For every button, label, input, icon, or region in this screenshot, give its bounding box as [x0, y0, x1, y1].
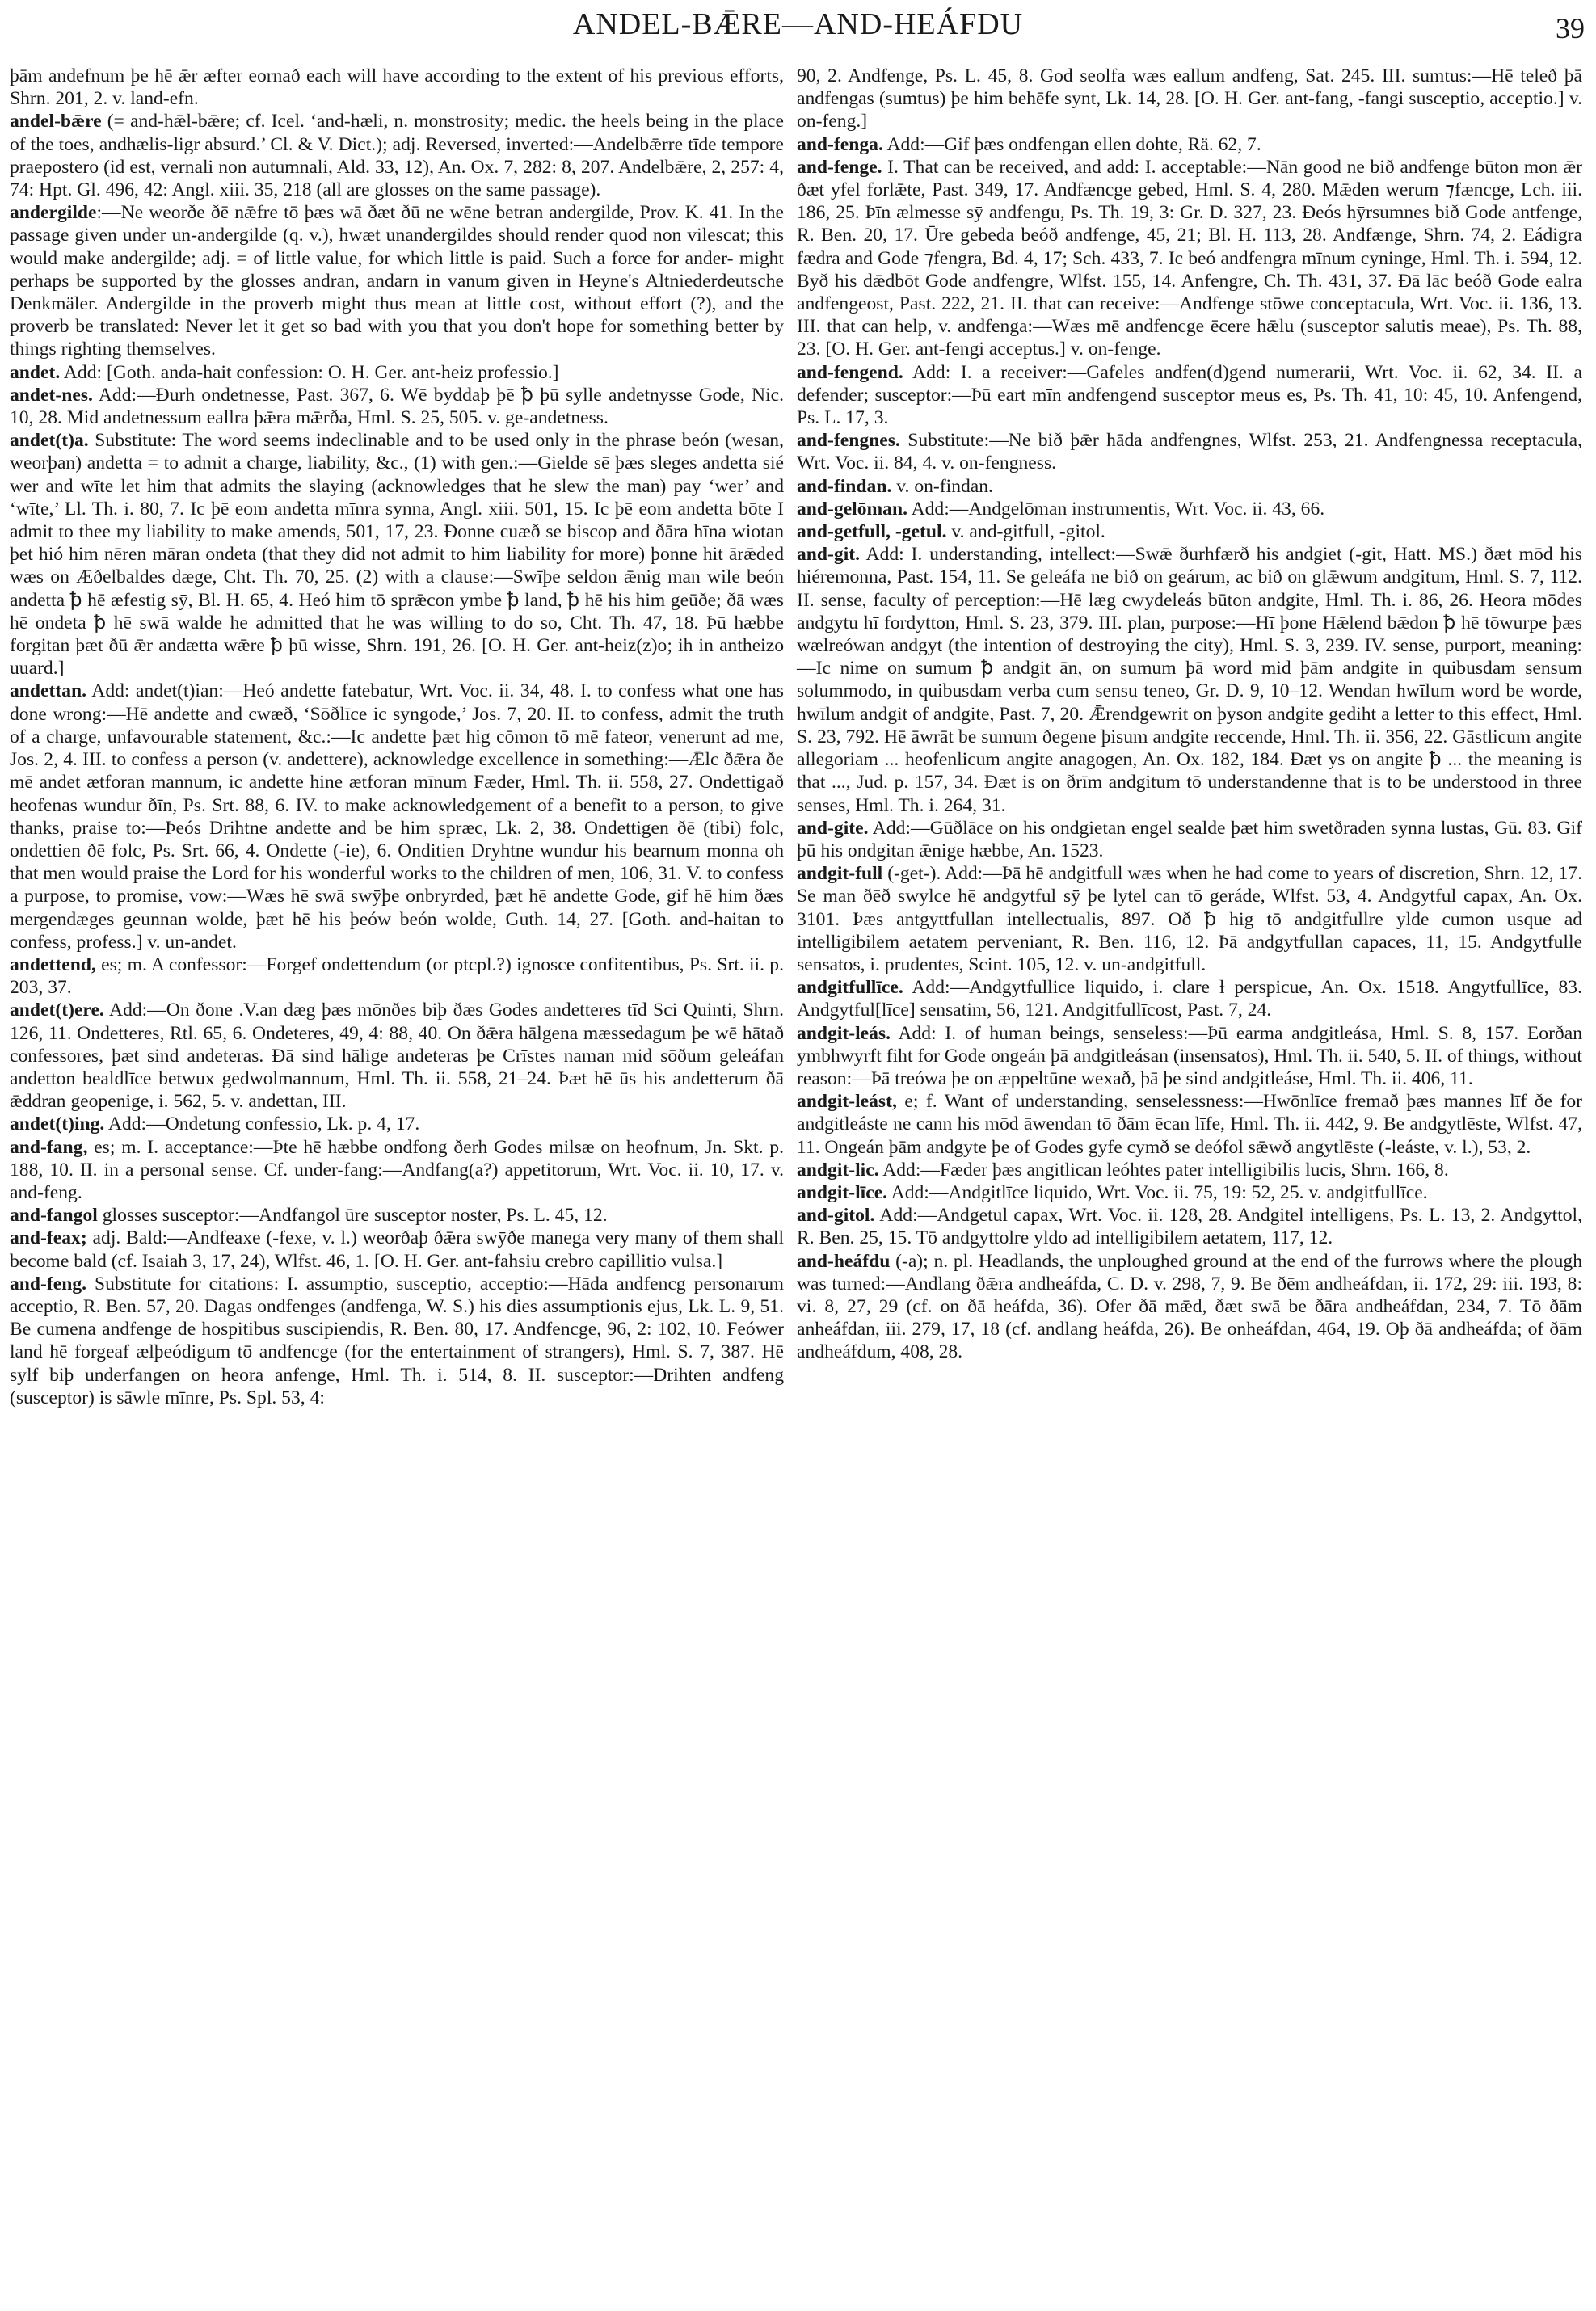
entry-text: es; m. I. acceptance:—Þte hē hæbbe ondfong ðerh Godes milsæ on heofnum, Jn. Skt. p. 188, 10. II. in a personal sense. Cf. under-fang:—Andfang(a?) appetitorum, Wrt. Voc. ii. 10, 17. v. and-feng. [10, 1136, 784, 1203]
headword: andet(t)ing. [10, 1113, 105, 1135]
headword: andet(t)a. [10, 430, 89, 452]
entry-text: v. on-findan. [891, 475, 993, 497]
dictionary-entry [797, 133, 1582, 156]
headword: andgit-lic. [797, 1159, 879, 1181]
dictionary-entry [10, 1204, 784, 1227]
entry-text: e; f. Want of understanding, senselessness:—Hwōnlīce fremað þæs mannes līf ðe for andgitleáste ne cann his mōd āwendan tō ðām ēcan līfe, Hml. Th. ii. 442, 9. Be andgytlēste, Wlfst. 47, 11. Ongeán þām andgyte þe of Godes gyfe cymð se deófol sǣwð angytlēste (-leáste, v. l.), 53, 2. [797, 1091, 1582, 1158]
dictionary-entry [797, 976, 1582, 1021]
headword: and-fang, [10, 1136, 88, 1158]
headword: andgit-leás. [797, 1022, 891, 1044]
headword: andet(t)ere. [10, 1000, 104, 1021]
entry-text: Add:—Gif þæs ondfengan ellen dohte, Rä. 62, 7. [882, 133, 1261, 155]
headword: andgit-full [797, 863, 883, 885]
entry-text: glosses susceptor:—Andfangol ūre susceptor noster, Ps. L. 45, 12. [97, 1205, 608, 1227]
dictionary-entry [10, 680, 784, 953]
headword: and-fangol [10, 1205, 98, 1227]
headword: andet. [10, 361, 61, 383]
dictionary-entry [10, 1227, 784, 1272]
dictionary-entry [797, 1204, 1582, 1249]
headword: and-heáfdu [797, 1250, 891, 1272]
entry-text: (-a); n. pl. Headlands, the unploughed ground at the end of the furrows where the plough was turned:—Andlang ðǣra andheáfda, C. D. v. 298, 7, 9. Be ðēm andheáfdan, ii. 172, 29: iii. 193, 8: vi. 8, 27, 29 (cf. on ðā heáfda, 36). Ofer ðā mǣd, ðæt swā be ðāra andheáfdan, 234, 7. Tō ðām anheáfdan, iii. 279, 17, 18 (cf. andlang heáfda, 26). Be onheáfdan, 464, 19. Oþ ðā andheáfda; of ðām andheáfdum, 408, 28. [797, 1250, 1582, 1363]
dictionary-entry [10, 110, 784, 201]
left-column [10, 65, 784, 1409]
headword: andgitfullīce. [797, 977, 903, 999]
headword: andergilde [10, 202, 97, 224]
headword: andet-nes. [10, 384, 93, 406]
entry-text: Add: andet(t)ian:—Heó andette fatebatur, Wrt. Voc. ii. 34, 48. I. to confess what one has done wrong:—Hē andette and cwæð, ‘Sōðlīce ic syngode,’ Jos. 7, 20. II. to confess, admit the truth of a charge, unfavourable statement, &c.:—Ic andette þæt hig cōmon tō mē fateor, venerunt ad me, Jos. 2, 4. III. to confess a person (v. andettere), acknowledge excellence in something:—Ǣlc ðǣra ðe mē andet ætforan mannum, ic andette hine ætforan mīnum Fæder, Hml. Th. ii. 558, 27. Ondettigað heofenas wundur ðīn, Ps. Srt. 88, 6. IV. to make acknowledgement of a benefit to a person, to give thanks, praise to:—Þeós Drihtne andette and be him spræc, Lk. 2, 38. Ondettigen ðē (tibi) folc, ondettien ðē folc, Ps. Srt. 66, 4. Ondette (-ie), 6. Onditien Dryhtne wundur his bearnum monna oh that men would praise the Lord for his wonderful works to the children of men, 106, 31. V. to confess a purpose, to promise, vow:—Wæs hē swā swȳþe onbryrded, þæt hē andette Gode, gif hē him ðæs mergendæges geunnan wolde, þæt hē his þeów beón wolde, Guth. 14, 27. [Goth. and-haitan to confess, profess.] v. un-andet. [10, 680, 784, 953]
entry-text: Add:—Fæder þæs angitlican leóhtes pater intelligibilis lucis, Shrn. 166, 8. [878, 1159, 1449, 1181]
entry-text: (-get-). Add:—Þā hē andgitfull wæs when he had come to years of discretion, Shrn. 12, 17. Se man ðēð swylce hē andgytful sȳ þe lytel can tō geráde, Wlfst. 53, 4. Andgytful capax, An. Ox. 3101. Þæs antgyttfullan intellectualis, 897. Oð ꝥ hig tō andgitfullre ylde cumon usque ad intelligibilem aetatem perveniant, R. Ben. 116, 12. Þā andgytfullan capaces, 11, 15. Andgytfulle sensatos, i. prudentes, Scint. 105, 12. v. un-andgitfull. [797, 863, 1582, 975]
dictionary-entry [797, 475, 1582, 498]
headword: and-gite. [797, 817, 869, 839]
headword: and-fengend. [797, 361, 903, 383]
dictionary-entry [797, 1181, 1582, 1204]
dictionary-entry [10, 384, 784, 429]
entry-text: Add: I. understanding, intellect:—Swǣ ðurhfærð his andgiet (-git, Hatt. MS.) ðæt mōd his hiéremonna, Past. 154, 11. Se geleáfa ne bið on geárum, ac bið on glǣwum andgitum, Hml. S. 7, 112. II. sense, faculty of perception:—Hē læg cwydeleás būton andgite, Hml. Th. i. 86, 26. Heora mōdes andgytu hī fordytton, Hml. S. 23, 379. III. plan, purpose:—Hī þone Hǣlend bǣdon ꝥ hē tōwurpe þæs wælreówan andgyt (the intention of destroying the city), Hml. S. 3, 239. IV. sense, purport, meaning:—Ic nime on sumum ꝥ andgit ān, on sumum þā word mid þām andgite in quibusdam sensum solummodo, in quibusdam verba cum sensu teneo, Gr. D. 9, 10–12. Wendan hwīlum word be worde, hwīlum andgit of andgite, Past. 7, 20. Ǣrendgewrit on þyson andgite gediht a letter to this effect, Hml. S. 23, 792. Hē āwrāt be sumum ðegene þisum andgite reccende, Hml. Th. ii. 356, 22. Gāstlicum angite allegoriam ... heofenlicum angite anagogen, An. Ox. 182, 184. Ðæt ys on angite ꝥ ... the meaning is that ..., Jud. p. 157, 34. Ðæt is on ðrīm andgitum tō understandenne that is to be understood in three senses, Hml. Th. i. 264, 31. [797, 544, 1582, 816]
dictionary-entry [10, 201, 784, 360]
dictionary-entry [10, 1273, 784, 1409]
headword: andgit-leást, [797, 1091, 897, 1113]
dictionary-entry [797, 156, 1582, 361]
entry-text: (= and-hǣl-bǣre; cf. Icel. ‘and-hæli, n. monstrosity; medic. the heels being in the place of the toes, andhælis-ligr absurd.’ Cl. & V. Dict.); adj. Reversed, inverted:—Andelbǣrre tīde tempore praepostero (id est, vernali non autumnali, Ald. 33, 12), An. Ox. 7, 282: 8, 207. Andelbǣre, 2, 257: 4, 74: Hpt. Gl. 496, 42: Angl. xiii. 35, 218 (all are glosses on the same passage). [10, 111, 784, 201]
dictionary-entry [10, 429, 784, 680]
dictionary-entry [797, 862, 1582, 976]
dictionary-entry [10, 65, 784, 110]
headword: and-fenga. [797, 133, 883, 155]
entry-text: Add:—Andgytfullice liquido, i. clare ɫ perspicue, An. Ox. 1518. Angytfullīce, 83. Andgytful[līce] sensatim, 56, 121. Andgitfullīcost, Past. 7, 24. [797, 977, 1582, 1021]
headword: and-gelōman. [797, 498, 907, 520]
dictionary-entry [10, 361, 784, 384]
entry-text: adj. Bald:—Andfeaxe (-fexe, v. l.) weorðaþ ðǣra swȳðe manega very many of them shall become bald (cf. Isaiah 3, 17, 24), Wlfst. 46, 1. [O. H. Ger. ant-fahsiu crebro capillitio vulsa.] [10, 1227, 784, 1272]
dictionary-entry [797, 429, 1582, 474]
entry-text: Add: I. a receiver:—Gafeles andfen(d)gend numerarii, Wrt. Voc. ii. 62, 34. II. a defender; susceptor:—Þū eart mīn andfengend susceptor meus es, Ps. Th. 41, 10: 45, 10. Anfengend, Ps. L. 17, 3. [797, 361, 1582, 429]
entry-text: Add:—On ðone .V.an dæg þæs mōnðes biþ ðæs Godes andetteres tīd Sci Quinti, Shrn. 126, 11. Ondetteres, Rtl. 65, 6. Ondeteres, 49, 4: 88, 40. On ðǣra hālgena mæssedagum þe wē hātað confessores, þæt sind andeteras. Ðā sind hālige andeteras þe Crīstes naman mid sōðum geleáfan andetton bealdlīce betwux gedwolmannum, Hml. Th. ii. 558, 21–24. Þæt hē ūs his andetterum ðā ǣddran geopenige, i. 562, 5. v. andettan, III. [10, 1000, 784, 1113]
headword: andettend, [10, 953, 96, 975]
headword: and-git. [797, 544, 861, 566]
entry-text: Substitute: The word seems indeclinable and to be used only in the phrase beón (wesan, weorþan) andetta = to admit a charge, liability, &c., (1) with gen.:—Gielde sē þæs sleges andetta sié wer and wīte let him that admits the slaying (acknowledges that he slew the man) pay ‘wer’ and ‘wīte,’ Ll. Th. i. 80, 7. Ic þē eom andetta mīnra synna, Angl. xiii. 501, 15. Ic þē eom andetta bōte I admit to thee my liability to make amends, 501, 17, 23. Ðonne cuæð se biscop and ðāra hīna wiotan þet hió him nēren māran ondeta (that they did not admit to him liability for more) þonne hit ārǣded wæs on Æðelbaldes dæge, Cht. Th. 70, 25. (2) with a clause:—Swīþe seldon ǣnig man wile beón andetta ꝥ hē æfestig sȳ, Bl. H. 65, 4. Heó him tō sprǣcon ymbe ꝥ land, ꝥ hē his him geūðe; ðā wæs hē ondeta ꝥ hē swā walde he admitted that he was willing to do so, Cht. Th. 47, 18. Þū hæbbe forgitan þæt ðū ǣr andætta wǣre ꝥ þū wisse, Shrn. 191, 26. [O. H. Ger. ant-heiz(z)o; ih in antheizo uuard.] [10, 430, 784, 680]
dictionary-entry [797, 543, 1582, 816]
entry-text: Add:—Andgetul capax, Wrt. Voc. ii. 128, 28. Andgitel intelligens, Ps. L. 13, 2. Andgyttol, R. Ben. 25, 15. Tō andgyttolre yldo ad intelligibilem aetatem, 117, 12. [797, 1205, 1582, 1249]
right-column [797, 65, 1582, 1364]
dictionary-entry [797, 1159, 1582, 1181]
entry-text: es; m. A confessor:—Forgef ondettendum (or ptcpl.?) ignosce confitentibus, Ps. Srt. ii. p. 203, 37. [10, 953, 784, 999]
dictionary-entry [797, 1250, 1582, 1364]
entry-text: v. and-gitfull, -gitol. [946, 521, 1105, 543]
headword: and-gitol. [797, 1205, 875, 1227]
entry-text: 90, 2. Andfenge, Ps. L. 45, 8. God seolfa wæs eallum andfeng, Sat. 245. III. sumtus:—Hē teleð þā andfengas (sumtus) þe him behēfe synt, Lk. 14, 28. [O. H. Ger. ant-fang, -fangi susceptio, acceptio.] v. on-feng.] [797, 65, 1582, 133]
entry-text: Substitute for citations: I. assumptio, susceptio, acceptio:—Hāda andfencg personarum acceptio, R. Ben. 57, 20. Dagas ondfenges (andfenga, W. S.) his dies assumptionis ejus, Lk. L. 9, 51. Be cumena andfenge de hospitibus suscipiendis, R. Ben. 80, 17. Andfencge, 96, 2: 102, 10. Feówer land hē forgeaf ælþeódigum tō andfencge (for the entertainment of strangers), Hml. S. 7, 387. Hē sylf biþ underfangen on heora anfenge, Hml. Th. i. 514, 8. II. susceptor:—Drihten andfeng (susceptor) is sāwle mīnre, Ps. Spl. 53, 4: [10, 1273, 784, 1408]
dictionary-entry [10, 1136, 784, 1205]
headword: and-findan. [797, 475, 892, 497]
headword: andel-bǣre [10, 111, 102, 133]
dictionary-entry [797, 65, 1582, 133]
headword: and-feng. [10, 1273, 87, 1294]
page-header [0, 6, 1596, 47]
entry-text: Add: I. of human beings, senseless:—Þū earma andgitleása, Hml. S. 8, 157. Eorðan ymbhwyrft fiht for Gode ongeán þā andgitleásan (insensatos), Hml. Th. ii. 540, 5. II. of things, without reason:—Þā treówa þe on æppeltūne wexað, þā þe sind andgitleáse, Hml. Th. ii. 406, 11. [797, 1022, 1582, 1089]
headword: andettan. [10, 680, 87, 702]
entry-text: Add:—Ðurh ondetnesse, Past. 367, 6. Wē byddaþ þē ꝥ þū sylle andetnysse Gode, Nic. 10, 28. Mid andetnessum eallra þǣra mǣrða, Hml. S. 25, 505. v. ge-andetness. [10, 384, 784, 429]
dictionary-entry [797, 520, 1582, 543]
entry-text: Substitute:—Ne bið þǣr hāda andfengnes, Wlfst. 253, 21. Andfengnessa receptacula, Wrt. Voc. ii. 84, 4. v. on-fengness. [797, 430, 1582, 474]
running-title: ANDEL-BǢRE—AND-HEÁFDU [572, 7, 1024, 41]
headword: and-feax; [10, 1227, 87, 1249]
entry-text: Add: [Goth. anda-hait confession: O. H. Ger. ant-heiz professio.] [60, 361, 559, 383]
dictionary-entry [10, 999, 784, 1113]
entry-text: I. That can be received, and add: I. acceptable:—Nān good ne bið andfenge būton mon ǣr ðæt yfel forlǣte, Past. 349, 17. Andfæncge gebed, Hml. S. 4, 280. Mǣden werum ⁊fæncge, Lch. iii. 186, 25. Þīn ælmesse sȳ andfengu, Ps. Th. 19, 3: Gr. D. 327, 23. Ðeós hȳrsumnes bið Gode antfenge, R. Ben. 20, 17. Ūre gebeda beóð andfenge, 45, 21; Bl. H. 113, 28. Andfænge, Shrn. 74, 2. Eádigra fædra and Gode ⁊fengra, Bd. 4, 17; Sch. 433, 7. Ic beó andfengra mīnum cyninge, Hml. Th. i. 594, 12. Byð his dǣdbōt Gode andfengre, Wlfst. 155, 14. Anfengre, Ch. Th. 431, 37. Ðā lāc beóð Gode ealra andfengeost, Past. 222, 21. II. that can receive:—Andfenge stōwe conceptacula, Wrt. Voc. ii. 136, 13. III. that can help, v. andfenga:—Wæs mē andfencge ēcere hǣlu (susceptor salutis meae), Ps. Th. 88, 23. [O. H. Ger. ant-fengi acceptus.] v. on-fenge. [797, 156, 1582, 360]
entry-text: þām andefnum þe hē ǣr æfter eornað each will have according to the extent of his previous efforts, Shrn. 201, 2. v. land-efn. [10, 65, 784, 110]
entry-text: Add:—Andgelōman instrumentis, Wrt. Voc. ii. 43, 66. [907, 498, 1325, 520]
dictionary-entry [10, 1113, 784, 1135]
headword: andgit-līce. [797, 1181, 888, 1203]
entry-text: Add:—Gūðlāce on his ondgietan engel sealde þæt him swetðraden synna lustas, Gū. 83. Gif þū his ondgitan ǣnige hæbbe, An. 1523. [797, 817, 1582, 861]
dictionary-entry [797, 817, 1582, 862]
entry-text: :—Ne weorðe ðē nǣfre tō þæs wā ðæt ðū ne wēne betran andergilde, Prov. K. 41. In the passage given under un-andergilde (q. v.), hwæt unandergildes should render quod non vilescat; this would make andergilde; adj. = of little value, for which little is paid. Such a force for ander- might perhaps be supported by the glosses andran, andarn in vanum given in Heyne's Altniederdeutsche Denkmäler. Andergilde in the proverb might thus mean at little cost, without effort (?), and the proverb be translated: Never let it get so bad with you that you don't hope for something better by things righting themselves. [10, 202, 784, 360]
page-number: 39 [1556, 12, 1585, 44]
headword: and-getfull, -getul. [797, 521, 947, 543]
entry-text: Add:—Andgitlīce liquido, Wrt. Voc. ii. 75, 19: 52, 25. v. andgitfullīce. [887, 1181, 1428, 1203]
dictionary-entry [797, 1090, 1582, 1159]
headword: and-fenge. [797, 156, 882, 178]
dictionary-entry [797, 498, 1582, 520]
dictionary-entry [797, 361, 1582, 430]
headword: and-fengnes. [797, 430, 900, 452]
dictionary-entry [797, 1022, 1582, 1091]
entry-text: Add:—Ondetung confessio, Lk. p. 4, 17. [104, 1113, 420, 1135]
dictionary-entry [10, 953, 784, 999]
